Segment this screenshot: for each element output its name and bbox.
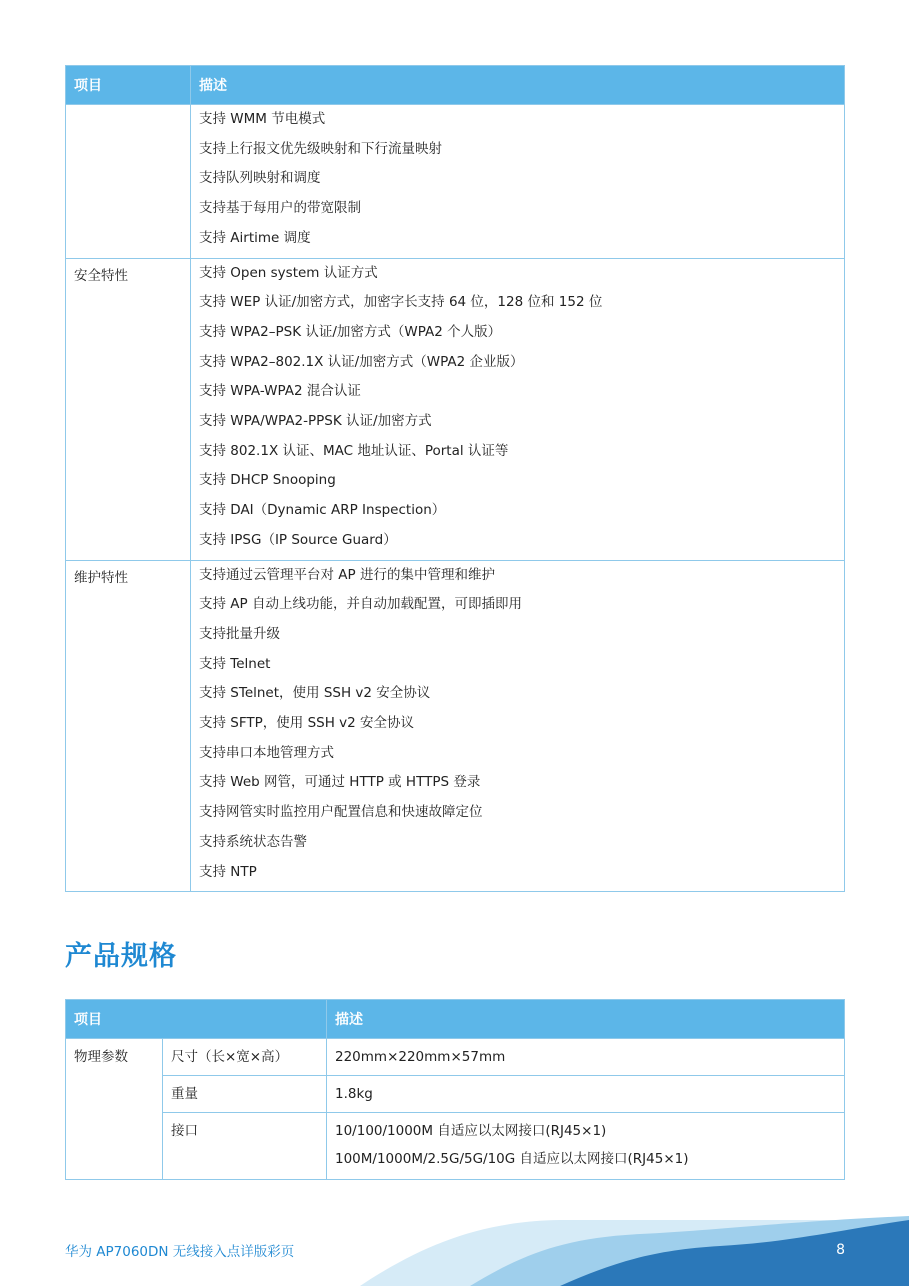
table-row [66, 1039, 845, 1076]
row-items [191, 560, 845, 892]
list-item: 支持串口本地管理方式 [199, 744, 334, 761]
section-title: 产品规格 [65, 941, 177, 972]
header-item: 项目 [66, 1000, 327, 1039]
list-item: 支持 WPA-WPA2 混合认证 [199, 383, 361, 400]
list-item: 支持 DHCP Snooping [199, 472, 336, 489]
list-item: 支持 WPA2–802.1X 认证/加密方式（WPA2 企业版） [199, 353, 524, 370]
table-row [66, 560, 845, 892]
value-line: 100M/1000M/2.5G/5G/10G 自适应以太网接口(RJ45×1) [335, 1151, 689, 1167]
group-label: 物理参数 [66, 1039, 163, 1180]
list-item: 支持系统状态告警 [199, 833, 307, 850]
list-item: 支持 IPSG（IP Source Guard） [199, 531, 397, 548]
list-item: 支持队列映射和调度 [199, 170, 321, 187]
list-item: 支持 Telnet [199, 655, 271, 672]
feature-table [65, 65, 845, 892]
spec-table-header [66, 1000, 845, 1039]
feature-table-header [66, 66, 845, 105]
param-value [327, 1076, 845, 1113]
list-item: 支持 SFTP，使用 SSH v2 安全协议 [199, 715, 415, 732]
list-item: 支持 AP 自动上线功能，并自动加载配置，可即插即用 [199, 596, 522, 613]
list-item: 支持网管实时监控用户配置信息和快速故障定位 [199, 804, 483, 821]
list-item: 支持通过云管理平台对 AP 进行的集中管理和维护 [199, 566, 495, 583]
header-description: 描述 [191, 66, 845, 105]
header-item: 项目 [66, 66, 191, 105]
row-label [66, 105, 191, 259]
row-items [191, 258, 845, 560]
param-value [327, 1113, 845, 1180]
row-items [191, 105, 845, 259]
value-line: 1.8kg [335, 1086, 373, 1102]
list-item: 支持批量升级 [199, 625, 280, 642]
value-line: 220mm×220mm×57mm [335, 1049, 506, 1065]
param-label: 重量 [163, 1076, 327, 1113]
page-number: 8 [836, 1242, 845, 1258]
table-row [66, 258, 845, 560]
header-description: 描述 [327, 1000, 845, 1039]
footer-doc-title: 华为 AP7060DN 无线接入点详版彩页 [65, 1244, 295, 1260]
param-label: 接口 [163, 1113, 327, 1180]
list-item: 支持 WPA/WPA2-PPSK 认证/加密方式 [199, 413, 432, 430]
list-item: 支持上行报文优先级映射和下行流量映射 [199, 140, 442, 157]
list-item: 支持 Open system 认证方式 [199, 264, 378, 281]
list-item: 支持 WMM 节电模式 [199, 111, 326, 127]
row-label-maintenance: 维护特性 [66, 560, 191, 892]
list-item: 支持 DAI（Dynamic ARP Inspection） [199, 502, 446, 519]
list-item: 支持 802.1X 认证、MAC 地址认证、Portal 认证等 [199, 442, 509, 459]
value-line: 10/100/1000M 自适应以太网接口(RJ45×1) [335, 1123, 607, 1139]
param-label: 尺寸（长×宽×高） [163, 1039, 327, 1076]
list-item: 支持 WEP 认证/加密方式，加密字长支持 64 位，128 位和 152 位 [199, 294, 603, 311]
list-item: 支持 Airtime 调度 [199, 229, 311, 246]
list-item: 支持 Web 网管，可通过 HTTP 或 HTTPS 登录 [199, 774, 481, 791]
list-item: 支持 NTP [199, 863, 257, 880]
list-item: 支持 WPA2–PSK 认证/加密方式（WPA2 个人版） [199, 323, 502, 340]
row-label-security: 安全特性 [66, 258, 191, 560]
list-item: 支持 STelnet，使用 SSH v2 安全协议 [199, 685, 431, 702]
list-item: 支持基于每用户的带宽限制 [199, 200, 361, 217]
spec-table [65, 999, 845, 1180]
table-row [66, 1076, 845, 1113]
table-row [66, 1113, 845, 1180]
table-row [66, 105, 845, 259]
param-value [327, 1039, 845, 1076]
